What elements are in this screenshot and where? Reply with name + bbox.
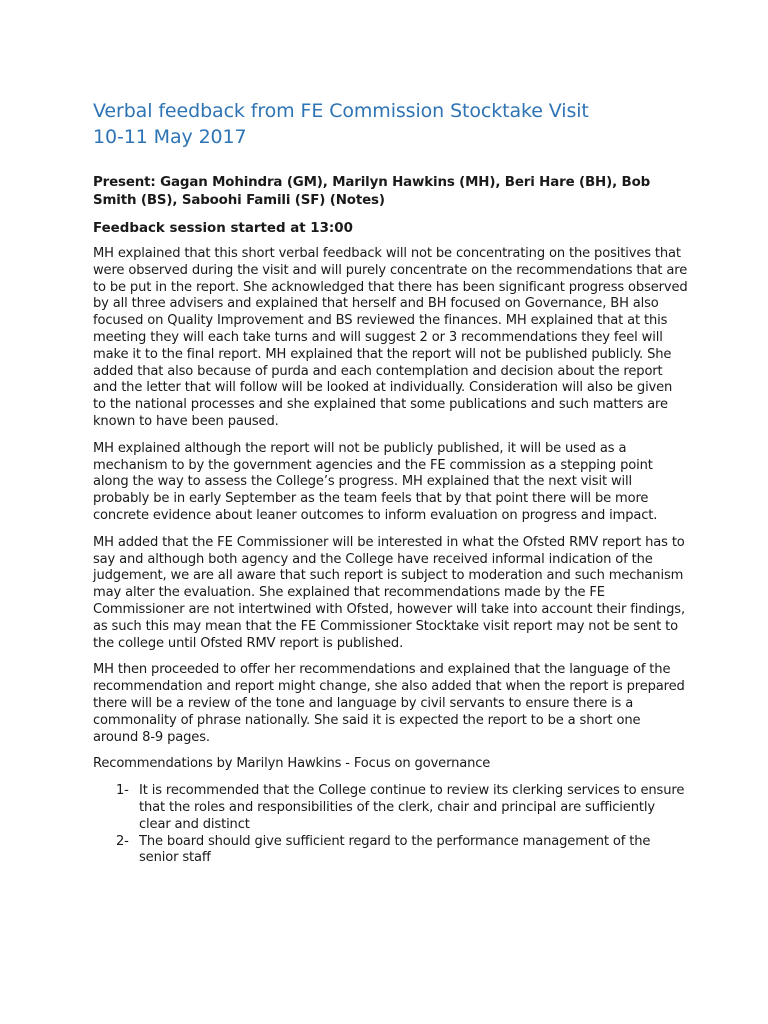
- list-item-number: 1-: [116, 783, 129, 799]
- recommendations-list: [93, 783, 688, 867]
- list-item-text: The board should give sufficient regard to the performance management of the senior staff: [139, 833, 651, 866]
- list-item: [116, 834, 688, 868]
- paragraph-4: MH then proceeded to offer her recommendations and explained that the language of the recommendation and report might change, she also added that when the report is prepared there will be a review of the tone and language by civil servants to ensure there is a commonality of phrase nationally. She said it is expected the report to be a short one around 8-9 pages.: [93, 662, 685, 745]
- title-line-2: 10-11 May 2017: [93, 126, 247, 148]
- list-item-number: 2-: [116, 833, 129, 849]
- list-item-text: It is recommended that the College continue to review its clerking services to ensure that the roles and responsibilities of the clerk, chair and principal are sufficiently clear and distinct: [139, 783, 685, 832]
- recommendations-heading: Recommendations by Marilyn Hawkins - Focus on governance: [93, 756, 491, 772]
- paragraph-2: MH explained although the report will not be publicly published, it will be used as a mechanism to by the government agencies and the FE commission as a stepping point along the way to assess the College’s progress. MH explained that the next visit will probably be in early September as the team feels that by that point there will be more concrete evidence about leaner outcomes to inform evaluation on progress and impact.: [93, 440, 658, 523]
- paragraph-1: MH explained that this short verbal feedback will not be concentrating on the positives that were observed during the visit and will purely concentrate on the recommendations that are to be put in the report. She acknowledged that there has been significant progress observed by all three advisers and explained that herself and BH focused on Governance, BH also focused on Quality Improvement and BS reviewed the finances. MH explained that at this meeting they will each take turns and will suggest 2 or 3 recommendations they feel will make it to the final report. MH explained that the report will not be published publicly. She added that also because of purda and each contemplation and decision about the report and the letter that will follow will be looked at individually. Consideration will also be given to the national processes and she explained that some publications and such matters are known to have been paused.: [93, 246, 688, 429]
- attendees-line: Present: Gagan Mohindra (GM), Marilyn Hawkins (MH), Beri Hare (BH), Bob Smith (BS), Saboohi Famili (SF) (Notes): [93, 175, 651, 208]
- title-line-1: Verbal feedback from FE Commission Stocktake Visit: [93, 100, 589, 122]
- list-item: [116, 783, 688, 833]
- paragraph-3: MH added that the FE Commissioner will be interested in what the Ofsted RMV report has to say and although both agency and the College have received informal indication of the judgement, we are all aware that such report is subject to moderation and such mechanism may alter the evaluation. She explained that recommendations made by the FE Commissioner are not intertwined with Ofsted, however will take into account their findings, as such this may mean that the FE Commissioner Stocktake visit report may not be sent to the college until Ofsted RMV report is published.: [93, 534, 685, 651]
- document-title: [93, 98, 688, 150]
- session-start-heading: Feedback session started at 13:00: [93, 221, 353, 236]
